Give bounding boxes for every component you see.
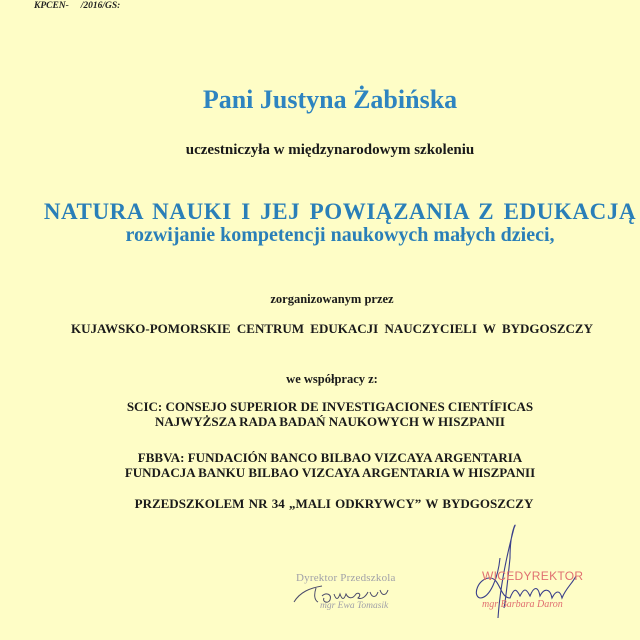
signature-role: Dyrektor Przedszkola [296,572,396,584]
partner-scic-line1: SCIC: CONSEJO SUPERIOR DE INVESTIGACIONES CIENTÍFICAS [126,399,534,414]
partner-fbbva-line2: FUNDACJA BANKU BILBAO VIZCAYA ARGENTARIA W HISZPANII [124,465,536,480]
partner-preschool: PRZEDSZKOLEM NR 34 „MALI ODKRYWCY” W BYDGOSZCZY [134,496,534,511]
recipient-name: Pani Justyna Żabińska [202,85,458,114]
signature-role: WICEDYREKTOR [482,569,584,583]
signature-person: mgr Ewa Tomasik [320,601,389,611]
partner-scic-line2: NAJWYŻSZA RADA BADAŃ NAUKOWYCH W HISZPANII [155,414,505,429]
signature-director [296,572,426,611]
participation-line: uczestniczyła w międzynarodowym szkoleniu [185,142,475,158]
partner-fbbva-line1: FBBVA: FUNDACIÓN BANCO BILBAO VIZCAYA ARGENTARIA [137,450,523,465]
course-title: NATURA NAUKI I JEJ POWIĄZANIA Z EDUKACJĄ [43,199,637,224]
signature-person: mgr Barbara Daron [482,599,563,610]
course-subtitle: rozwijanie kompetencji naukowych małych dzieci, [125,224,555,246]
organized-by-label: zorganizowanym przez [270,292,394,306]
signature-vice-director [470,518,640,638]
reference-number: KPCEN- /2016/GS: [34,1,121,11]
cooperation-label: we współpracy z: [286,372,378,386]
organizer-name: KUJAWSKO-POMORSKIE CENTRUM EDUKACJI NAUCZYCIELI W BYDGOSZCZY [71,321,593,336]
